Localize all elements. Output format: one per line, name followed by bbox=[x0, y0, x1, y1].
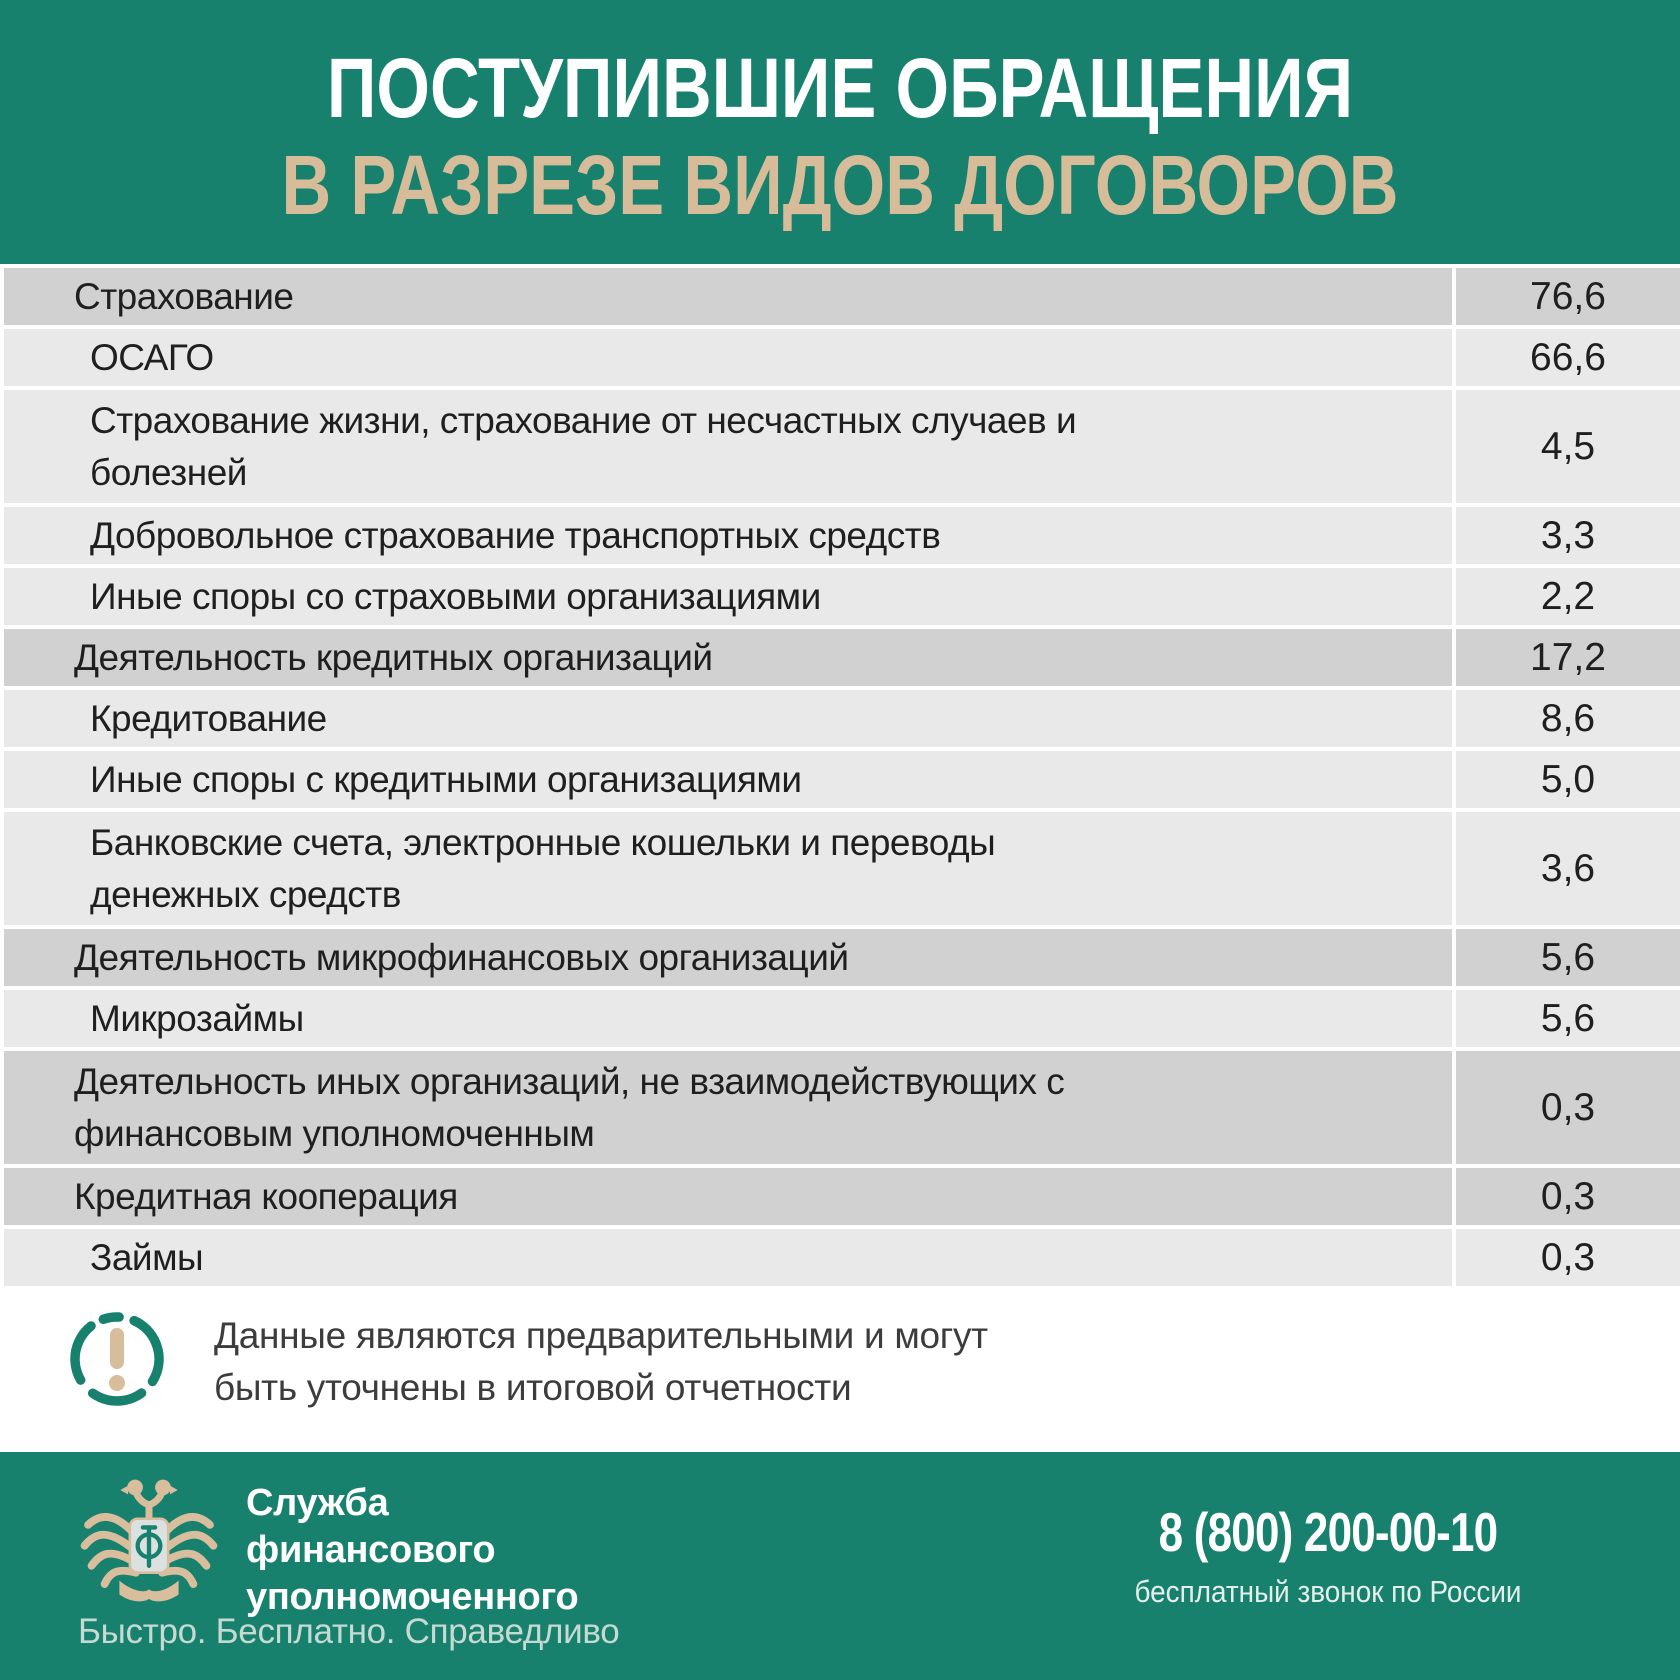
disclaimer-section bbox=[0, 1286, 1680, 1452]
row-label bbox=[4, 812, 1452, 925]
table-row bbox=[4, 329, 1680, 386]
row-label-line: Кредитование bbox=[90, 697, 327, 739]
table-row bbox=[4, 1051, 1680, 1164]
disclaimer-text bbox=[214, 1310, 988, 1414]
row-label-line: Страхование bbox=[74, 275, 294, 317]
row-label bbox=[4, 751, 1452, 808]
table-row bbox=[4, 629, 1680, 686]
brand-line: уполномоченного bbox=[246, 1576, 579, 1618]
disclaimer-line: Данные являются предварительными и могут bbox=[214, 1315, 988, 1356]
row-label bbox=[4, 690, 1452, 747]
table bbox=[4, 268, 1680, 1286]
row-label bbox=[4, 990, 1452, 1047]
row-value: 5,0 bbox=[1452, 751, 1680, 808]
row-label-line: Иные споры со страховыми организациями bbox=[90, 575, 821, 617]
table-row bbox=[4, 507, 1680, 564]
row-value: 4,5 bbox=[1452, 390, 1680, 503]
page-subtitle: В РАЗРЕЗЕ ВИДОВ ДОГОВОРОВ bbox=[281, 138, 1399, 232]
row-label-line: Деятельность микрофинансовых организаций bbox=[74, 936, 849, 978]
row-label-line: Иные споры с кредитными организациями bbox=[90, 758, 802, 800]
row-label-line: Кредитная кооперация bbox=[74, 1175, 458, 1217]
row-label-line: Страхование жизни, страхование от несчастных случаев и bbox=[90, 399, 1077, 441]
disclaimer-line: быть уточнены в итоговой отчетности bbox=[214, 1367, 852, 1408]
row-label-line: Банковские счета, электронные кошельки и переводы bbox=[90, 821, 996, 863]
phone-number: 8 (800) 200-00-10 bbox=[1158, 1501, 1498, 1563]
row-label-line: ОСАГО bbox=[90, 336, 214, 378]
row-value: 0,3 bbox=[1452, 1168, 1680, 1225]
row-label-line: Добровольное страхование транспортных средств bbox=[90, 514, 941, 556]
row-label bbox=[4, 1051, 1452, 1164]
row-value: 66,6 bbox=[1452, 329, 1680, 386]
brand-name bbox=[246, 1480, 578, 1621]
row-label-line: болезней bbox=[90, 451, 247, 493]
page-title: ПОСТУПИВШИЕ ОБРАЩЕНИЯ bbox=[326, 41, 1354, 135]
row-label-line: денежных средств bbox=[90, 873, 401, 915]
row-label bbox=[4, 929, 1452, 986]
row-value: 17,2 bbox=[1452, 629, 1680, 686]
row-label bbox=[4, 390, 1452, 503]
table-row bbox=[4, 751, 1680, 808]
phone-note: бесплатный звонок по России bbox=[1134, 1573, 1522, 1609]
row-value: 0,3 bbox=[1452, 1051, 1680, 1164]
table-row bbox=[4, 1168, 1680, 1225]
row-value: 3,6 bbox=[1452, 812, 1680, 925]
row-label bbox=[4, 1168, 1452, 1225]
phone-block bbox=[1048, 1501, 1608, 1610]
row-label bbox=[4, 507, 1452, 564]
row-value: 5,6 bbox=[1452, 990, 1680, 1047]
brand-line: Служба bbox=[246, 1482, 389, 1524]
row-label-line: Деятельность иных организаций, не взаимодействующих с bbox=[74, 1060, 1065, 1102]
row-value: 3,3 bbox=[1452, 507, 1680, 564]
row-label-line: финансовым уполномоченным bbox=[74, 1112, 595, 1154]
row-value: 5,6 bbox=[1452, 929, 1680, 986]
row-value: 2,2 bbox=[1452, 568, 1680, 625]
brand-tagline: Быстро. Бесплатно. Справедливо bbox=[78, 1612, 620, 1651]
brand-line: финансового bbox=[246, 1529, 496, 1571]
table-row bbox=[4, 812, 1680, 925]
row-label bbox=[4, 329, 1452, 386]
table-row bbox=[4, 1229, 1680, 1286]
row-value: 8,6 bbox=[1452, 690, 1680, 747]
row-value: 76,6 bbox=[1452, 268, 1680, 325]
double-headed-eagle-icon bbox=[56, 1470, 242, 1618]
exclamation-circle-icon bbox=[64, 1306, 170, 1412]
table-row bbox=[4, 568, 1680, 625]
row-label bbox=[4, 268, 1452, 325]
header-banner bbox=[0, 0, 1680, 264]
row-label-line: Микрозаймы bbox=[90, 997, 304, 1039]
row-value: 0,3 bbox=[1452, 1229, 1680, 1286]
table-row bbox=[4, 268, 1680, 325]
row-label bbox=[4, 629, 1452, 686]
row-label bbox=[4, 568, 1452, 625]
table-row bbox=[4, 990, 1680, 1047]
row-label-line: Деятельность кредитных организаций bbox=[74, 636, 713, 678]
table-row bbox=[4, 390, 1680, 503]
footer-banner bbox=[0, 1452, 1680, 1680]
table-row bbox=[4, 690, 1680, 747]
row-label-line: Займы bbox=[90, 1236, 204, 1278]
table-row bbox=[4, 929, 1680, 986]
row-label bbox=[4, 1229, 1452, 1286]
